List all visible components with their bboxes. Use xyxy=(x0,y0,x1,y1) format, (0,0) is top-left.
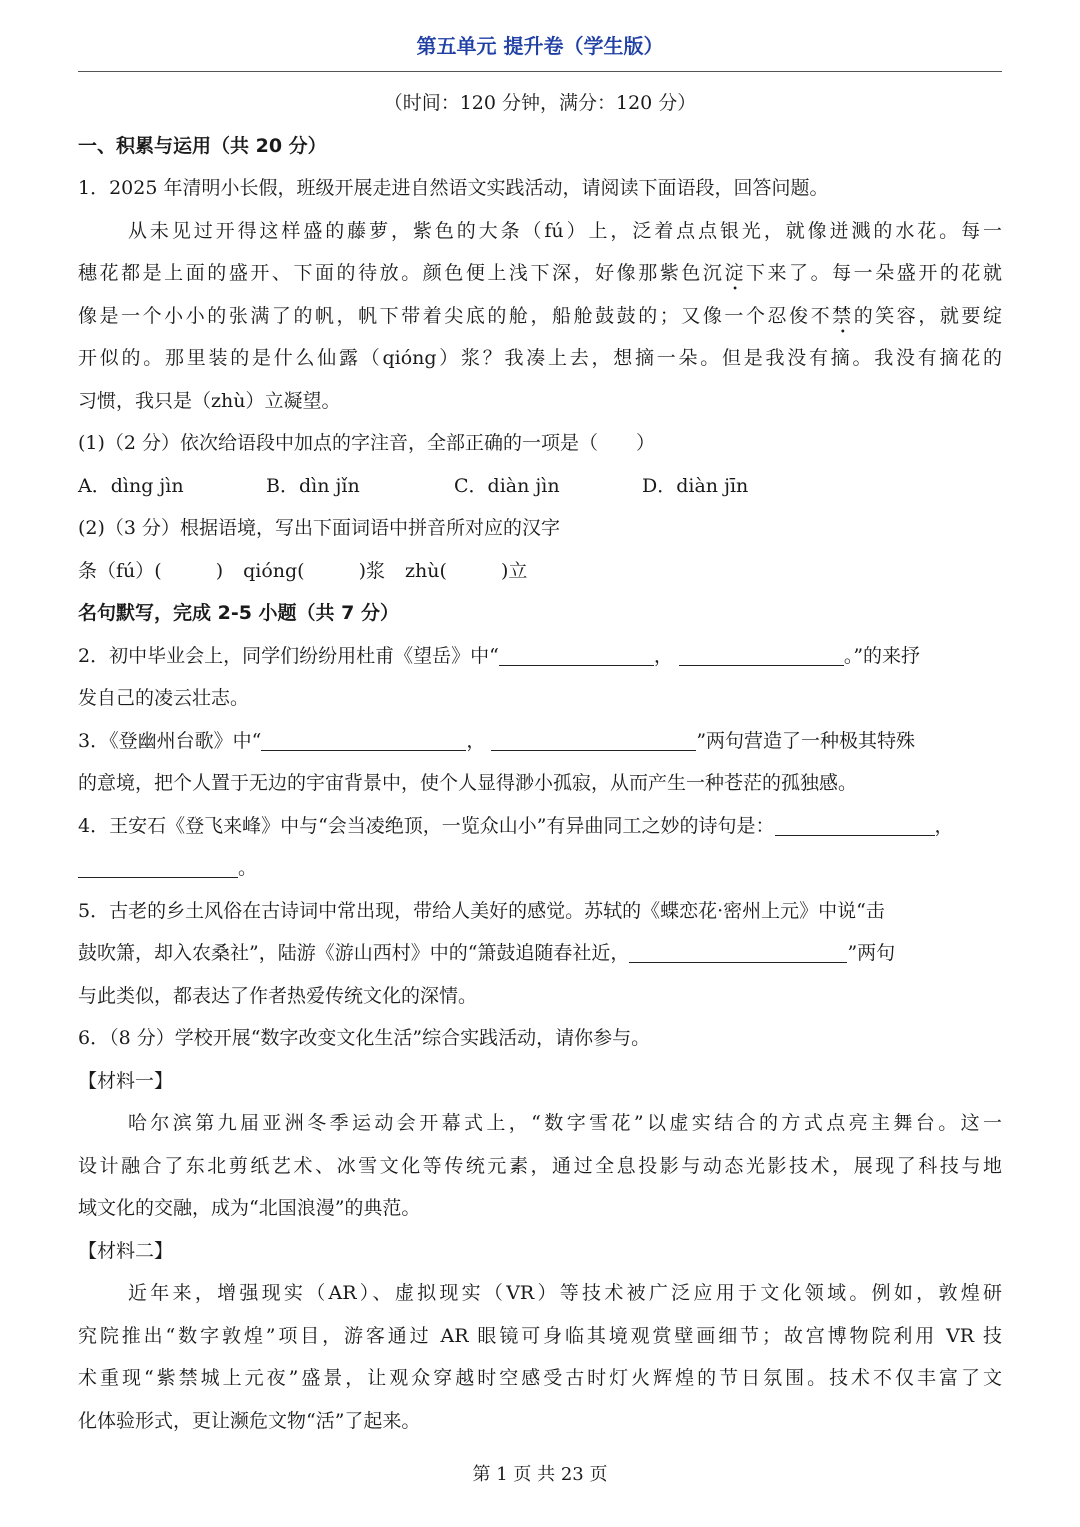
fill-label: ) xyxy=(215,559,224,582)
answer-blank[interactable] xyxy=(78,857,238,878)
answer-blank[interactable] xyxy=(775,815,935,836)
punctuation: 。 xyxy=(238,857,258,879)
fill-label: 条（fú）( xyxy=(78,559,162,582)
exam-content xyxy=(78,82,1002,1442)
dotted-char: 淀 xyxy=(724,262,746,284)
page-title: 第五单元 提升卷（学生版） xyxy=(416,34,664,58)
fill-label: )立 xyxy=(500,559,528,582)
punctuation: ， xyxy=(934,814,954,837)
question-text: 3．《登幽州台歌》中“ xyxy=(78,729,262,752)
passage-text: 像是一个小小的张满了的帆，帆下带着尖底的舱，船舱鼓鼓的；又像一个忍俊不 xyxy=(78,304,833,327)
answer-options xyxy=(78,465,1002,508)
question-4-cont xyxy=(78,847,1002,890)
section-heading-2: 名句默写，完成 2-5 小题（共 7 分） xyxy=(78,602,400,624)
answer-blank[interactable] xyxy=(261,730,466,751)
question-5-cont: 与此类似，都表达了作者热爱传统文化的深情。 xyxy=(78,984,478,1007)
question-2 xyxy=(78,635,1002,678)
answer-blank[interactable] xyxy=(679,645,844,666)
punctuation: ， xyxy=(466,729,486,752)
time-info: （时间：120 分钟，满分：120 分） xyxy=(383,92,697,114)
option-d[interactable]: D．diàn jīn xyxy=(642,474,749,497)
passage-text: 穗花都是上面的盛开、下面的待放。颜色便上浅下深，好像那紫色沉 xyxy=(78,262,725,284)
passage-line xyxy=(78,252,1002,295)
question-text: 2．初中毕业会上，同学们纷纷用杜甫《望岳》中“ xyxy=(78,644,499,667)
question-text: 鼓吹箫，却入农桑社”，陆游《游山西村》中的“箫鼓追随春社近， xyxy=(78,942,630,964)
material-line: 域文化的交融，成为“北国浪漫”的典范。 xyxy=(78,1197,421,1219)
fill-label: zhù( xyxy=(405,559,447,582)
fill-label: qióng( xyxy=(243,559,305,582)
sub-question-1: (1)（2 分）依次给语段中加点的字注音，全部正确的一项是（ ） xyxy=(78,432,656,454)
question-1-stem: 1．2025 年清明小长假，班级开展走进自然语文实践活动，请阅读下面语段，回答问题。 xyxy=(78,177,829,199)
answer-blank[interactable] xyxy=(499,645,654,666)
question-5: 5．古老的乡土风俗在古诗词中常出现，带给人美好的感觉。苏轼的《蝶恋花·密州上元》中说“击 xyxy=(78,899,885,922)
question-6-stem: 6．（8 分）学校开展“数字改变文化生活”综合实践活动，请你参与。 xyxy=(78,1027,651,1049)
fill-in-row xyxy=(78,550,1002,593)
question-4 xyxy=(78,805,1002,848)
material-line: 术重现“紫禁城上元夜”盛景，让观众穿越时空感受古时灯火辉煌的节日氛围。技术不仅丰富了文 xyxy=(78,1367,1002,1389)
answer-blank[interactable] xyxy=(491,730,696,751)
question-3 xyxy=(78,720,1002,763)
material-line: 近年来，增强现实（AR）、虚拟现实（VR）等技术被广泛应用于文化领域。例如，敦煌研 xyxy=(128,1282,1002,1304)
passage-line xyxy=(78,295,1002,338)
question-text: 。”的来抒 xyxy=(843,644,921,667)
passage-line: 习惯，我只是（zhù）立凝望。 xyxy=(78,389,341,412)
question-3-cont: 的意境，把个人置于无边的宇宙背景中，使个人显得渺小孤寂，从而产生一种苍茫的孤独感。 xyxy=(78,772,858,794)
option-a[interactable]: A．dìng jìn xyxy=(78,474,184,497)
page-number: 第 1 页 共 23 页 xyxy=(472,1464,608,1485)
dotted-char: 禁 xyxy=(832,304,854,327)
section-heading-1: 一、积累与运用（共 20 分） xyxy=(78,134,327,157)
material-line: 设计融合了东北剪纸艺术、冰雪文化等传统元素，通过全息投影与动态光影技术，展现了科技与地 xyxy=(78,1154,1002,1177)
question-2-cont: 发自己的凌云壮志。 xyxy=(78,687,250,709)
passage-text: 的笑容，就要绽 xyxy=(853,304,1002,327)
question-text: ”两句营造了一种极其特殊 xyxy=(696,729,916,752)
option-c[interactable]: C．diàn jìn xyxy=(454,474,560,497)
header-divider xyxy=(78,71,1002,72)
answer-blank[interactable] xyxy=(629,942,847,963)
material-1-title: 【材料一】 xyxy=(78,1069,174,1092)
option-b[interactable]: B．dìn jǐn xyxy=(266,474,360,497)
material-2-title: 【材料二】 xyxy=(78,1239,174,1262)
passage-text: 下来了。每一朵盛开的花就 xyxy=(745,262,1002,284)
material-line: 究院推出“数字敦煌”项目，游客通过 AR 眼镜可身临其境观赏壁画细节；故宫博物院利用 VR 技 xyxy=(78,1324,1002,1347)
fill-label: )浆 xyxy=(358,559,386,582)
question-text: ”两句 xyxy=(847,942,896,964)
question-5-cont xyxy=(78,932,1002,975)
material-line: 哈尔滨第九届亚洲冬季运动会开幕式上，“数字雪花”以虚实结合的方式点亮主舞台。这一 xyxy=(128,1112,1002,1134)
passage-line: 从未见过开得这样盛的藤萝，紫色的大条（fú）上，泛着点点银光，就像迸溅的水花。每一 xyxy=(128,219,1002,242)
punctuation: ， xyxy=(653,644,673,667)
passage-line: 开似的。那里装的是什么仙露（qióng）浆？我凑上去，想摘一朵。但是我没有摘。我没有摘花的 xyxy=(78,347,1002,369)
question-text: 4．王安石《登飞来峰》中与“会当凌绝顶，一览众山小”有异曲同工之妙的诗句是： xyxy=(78,814,775,837)
material-line: 化体验形式，更让濒危文物“活”了起来。 xyxy=(78,1409,421,1432)
sub-question-2: (2)（3 分）根据语境，写出下面词语中拼音所对应的汉字 xyxy=(78,517,561,539)
